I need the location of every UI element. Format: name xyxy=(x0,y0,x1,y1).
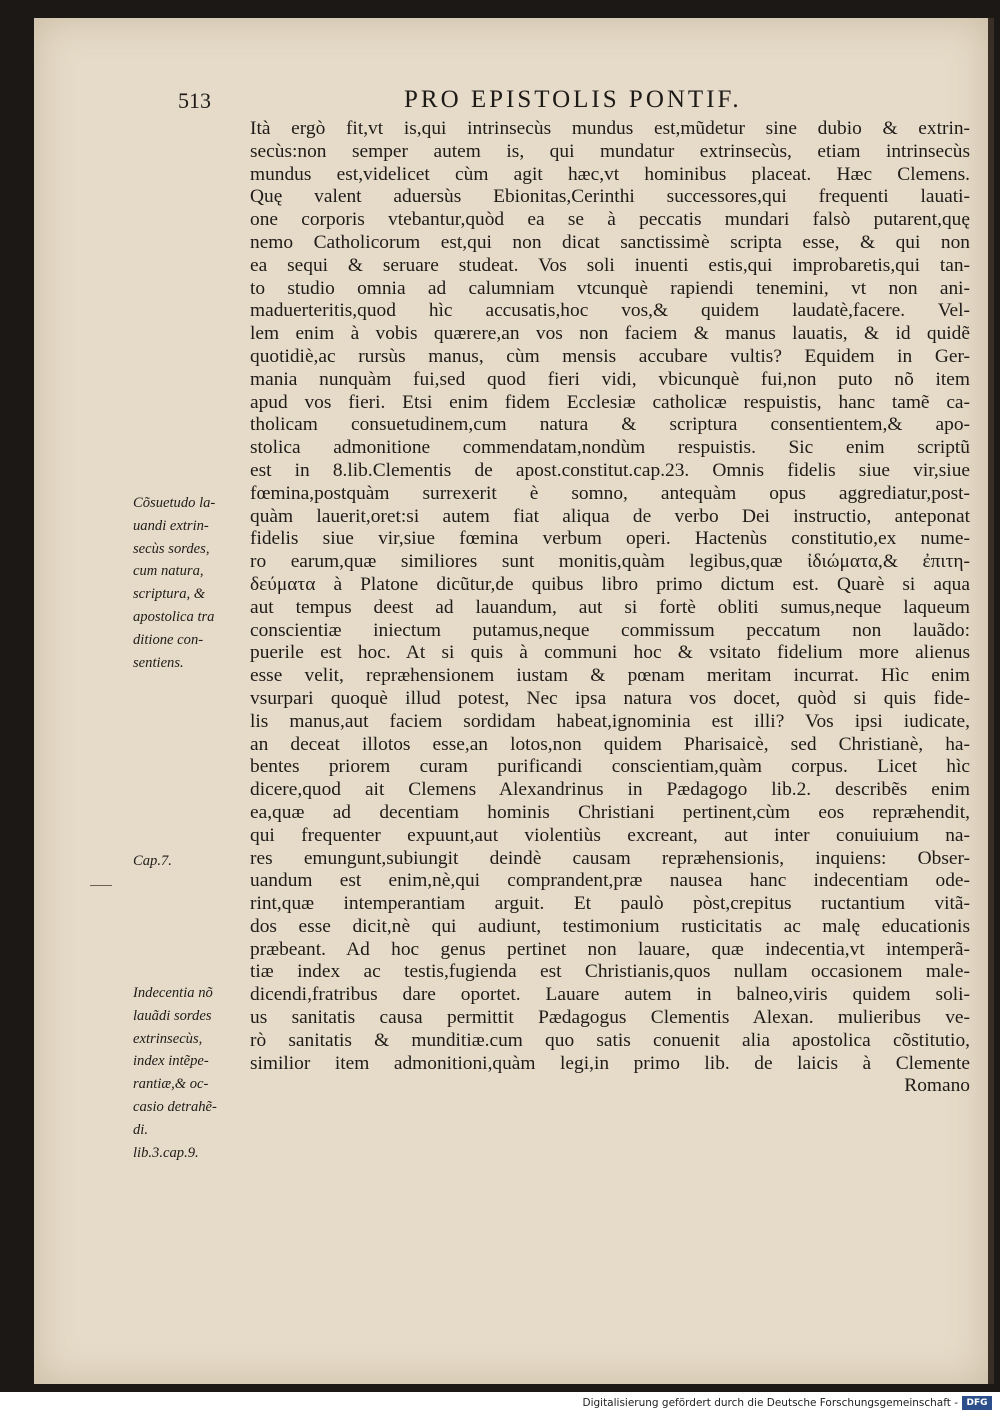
margin-note-line: ditione con- xyxy=(133,631,204,648)
text-line: tiæ index ac testis,fugienda est Christianis,quos nullam occasionem male- xyxy=(250,961,970,983)
text-line: lem enim à vobis quærere,an vos non faciem & manus lauatis, & id quidẽ xyxy=(250,323,970,345)
text-line: vsurpari quoquè illud potest, Nec ipsa natura vos docet, quòd si quis fide- xyxy=(250,687,970,709)
text-line: dicere,quod ait Clemens Alexandrinus in Pædagogo lib.2. describẽs enim xyxy=(250,779,970,801)
footer-credit: Digitalisierung gefördert durch die Deutsche Forschungsgemeinschaft - xyxy=(582,1397,958,1409)
margin-note-indecentia xyxy=(133,982,245,1164)
text-line: est in 8.lib.Clementis de apost.constitut.cap.23. Omnis fidelis siue vir,siue xyxy=(250,459,970,481)
margin-note-line: scriptura, & xyxy=(133,586,206,603)
text-line: rint,quæ intemperantiam arguit. Et paulò pòst,crepitus ructantium vitã- xyxy=(250,893,970,915)
text-line: res emungunt,subiungit deindè causam repræhensionis, inquiens: Obser- xyxy=(250,847,970,869)
text-line: puerile est hoc. At si quis à communi hoc & vsitato fidelium more alienus xyxy=(250,642,970,664)
text-line: bentes priorem curam purificandi conscientiam,quàm corpus. Licet hìc xyxy=(250,756,970,778)
margin-note-line: index intẽpe- xyxy=(133,1053,209,1070)
main-text-block xyxy=(250,118,970,1098)
text-line: aut tempus deest ad lauandum, aut si fortè obliti sumus,neque laqueum xyxy=(250,596,970,618)
text-line: an deceat illotos esse,an lotos,non quidem Pharisaicè, sed Christianè, ha- xyxy=(250,733,970,755)
text-line: fœmina,postquàm surrexerit è somno, antequàm opus aggrediatur,post- xyxy=(250,482,970,504)
text-line: Quę valent aduersùs Ebionitas,Cerinthi successores,qui frequenti lauati- xyxy=(250,186,970,208)
dfg-logo-icon: DFG xyxy=(962,1396,992,1410)
margin-note-line: lib.3.cap.9. xyxy=(133,1144,199,1161)
text-line: præbeant. Ad hoc genus pertinet non lauare, quæ indecentia,vt intemperã- xyxy=(250,938,970,960)
text-line: one corporis vtebantur,quòd ea se à peccatis mundari falsò putarent,quę xyxy=(250,209,970,231)
running-head: PRO EPISTOLIS PONTIF. xyxy=(404,86,742,113)
margin-note-line: rantiæ,& oc- xyxy=(133,1076,209,1093)
text-line: mundus est,videlicet cùm agit hæc,vt hominibus placeat. Hæc Clemens. xyxy=(250,163,970,185)
text-line: ea sequi & seruare studeat. Vos soli inuenti estis,qui improbaretis,qui tan- xyxy=(250,254,970,276)
margin-note-consuetudo xyxy=(133,492,245,674)
text-line: quotidiè,ac rursùs manus, cùm mensis accubare vultis? Equidem in Ger- xyxy=(250,345,970,367)
margin-note-line: secùs sordes, xyxy=(133,540,210,557)
text-line: dos esse dicit,nè qui audiunt, testimonium rusticitatis ac malę educationis xyxy=(250,915,970,937)
margin-note-line: cum natura, xyxy=(133,563,204,580)
margin-note-line: Cõsuetudo la- xyxy=(133,495,216,511)
text-line: mania nunquàm fui,sed quod fieri vidi, vbicunquè fui,non puto nõ item xyxy=(250,368,970,390)
text-line: δεύματα à Platone dicũtur,de quibus libro primo dictum est. Quarè si aqua xyxy=(250,573,970,595)
page-number: 513 xyxy=(178,88,211,113)
margin-note-cap7 xyxy=(133,850,245,873)
text-line: similior item admonitioni,quàm legi,in primo lib. de laicis à Clemente xyxy=(250,1052,970,1074)
text-line: tholicam consuetudinem,cum natura & scriptura consentientem,& apo- xyxy=(250,414,970,436)
text-line: fidelis siue vir,siue fœmina verbum operi. Hactenùs constitutio,ex nume- xyxy=(250,528,970,550)
text-line: us sanitatis causa permittit Pædagogus Clementis Alexan. mulieribus ve- xyxy=(250,1007,970,1029)
margin-note-line: apostolica tra xyxy=(133,608,215,625)
text-line: Ità ergò fit,vt is,qui intrinsecùs mundus est,mũdetur sine dubio & extrin- xyxy=(250,118,970,139)
text-line: esse velit, repræhensionem iustam & pœnam meritam incurrat. Hìc enim xyxy=(250,665,970,687)
text-line: qui frequenter expuunt,aut violentiùs excreant, aut inter conuiuium na- xyxy=(250,824,970,846)
margin-note-line: uandi extrin- xyxy=(133,517,209,534)
text-line: quàm lauerit,oret:si autem fiat aliqua de verbo Dei instructio, anteponat xyxy=(250,505,970,527)
margin-note-line: lauãdi sordes xyxy=(133,1007,212,1024)
text-line: ro earum,quæ similiores sunt monitis,quàm legibus,quæ ἰδιώματα,& ἐπιτη- xyxy=(250,551,970,573)
text-line: ea,quæ ad decentiam hominis Christiani pertinent,cùm eos repræhendit, xyxy=(250,801,970,823)
margin-note-line: extrinsecùs, xyxy=(133,1030,203,1047)
text-line: nemo Catholicorum est,qui non dicat sanctissimè scripta esse, & qui non xyxy=(250,231,970,253)
margin-note-line: sentiens. xyxy=(133,654,184,671)
margin-note-line: di. xyxy=(133,1121,148,1138)
text-line: stolica admonitione commendatam,nondùm respuistis. Sic enim scriptũ xyxy=(250,437,970,459)
margin-note-line: Indecentia nõ xyxy=(133,985,213,1001)
text-line: secùs:non semper autem is, qui mundatur extrinsecùs, etiam intrinsecùs xyxy=(250,140,970,162)
text-line: rò sanitatis & munditiæ.cum quo satis conuenit alia apostolica cõstitutio, xyxy=(250,1029,970,1051)
text-line: conscientiæ iniectum putamus,neque commissum peccatum non lauãdo: xyxy=(250,619,970,641)
text-line: apud vos fieri. Etsi enim fidem Ecclesiæ catholicæ respuistis, hanc tamẽ ca- xyxy=(250,391,970,413)
text-line: maduerteritis,quod hìc accusatis,hoc vos,& quidem laudatè,facere. Vel- xyxy=(250,300,970,322)
margin-rule-mark xyxy=(90,885,112,886)
text-line: Romano xyxy=(904,1075,970,1097)
margin-note-line: Cap.7. xyxy=(133,853,172,869)
text-line: uandum est enim,nè,qui comprandent,præ nausea hanc indecentiam ode- xyxy=(250,870,970,892)
text-line: dicendi,fratribus dare oportet. Lauare autem in balneo,viris quidem soli- xyxy=(250,984,970,1006)
text-line: to studio omnia ad calumniam vtcunquè rapiendi tenemini, vt non ani- xyxy=(250,277,970,299)
text-line: lis manus,aut faciem sordidam habeat,ignominia est illi? Vos ipsi iudicate, xyxy=(250,710,970,732)
margin-note-line: casio detrahẽ- xyxy=(133,1098,217,1115)
